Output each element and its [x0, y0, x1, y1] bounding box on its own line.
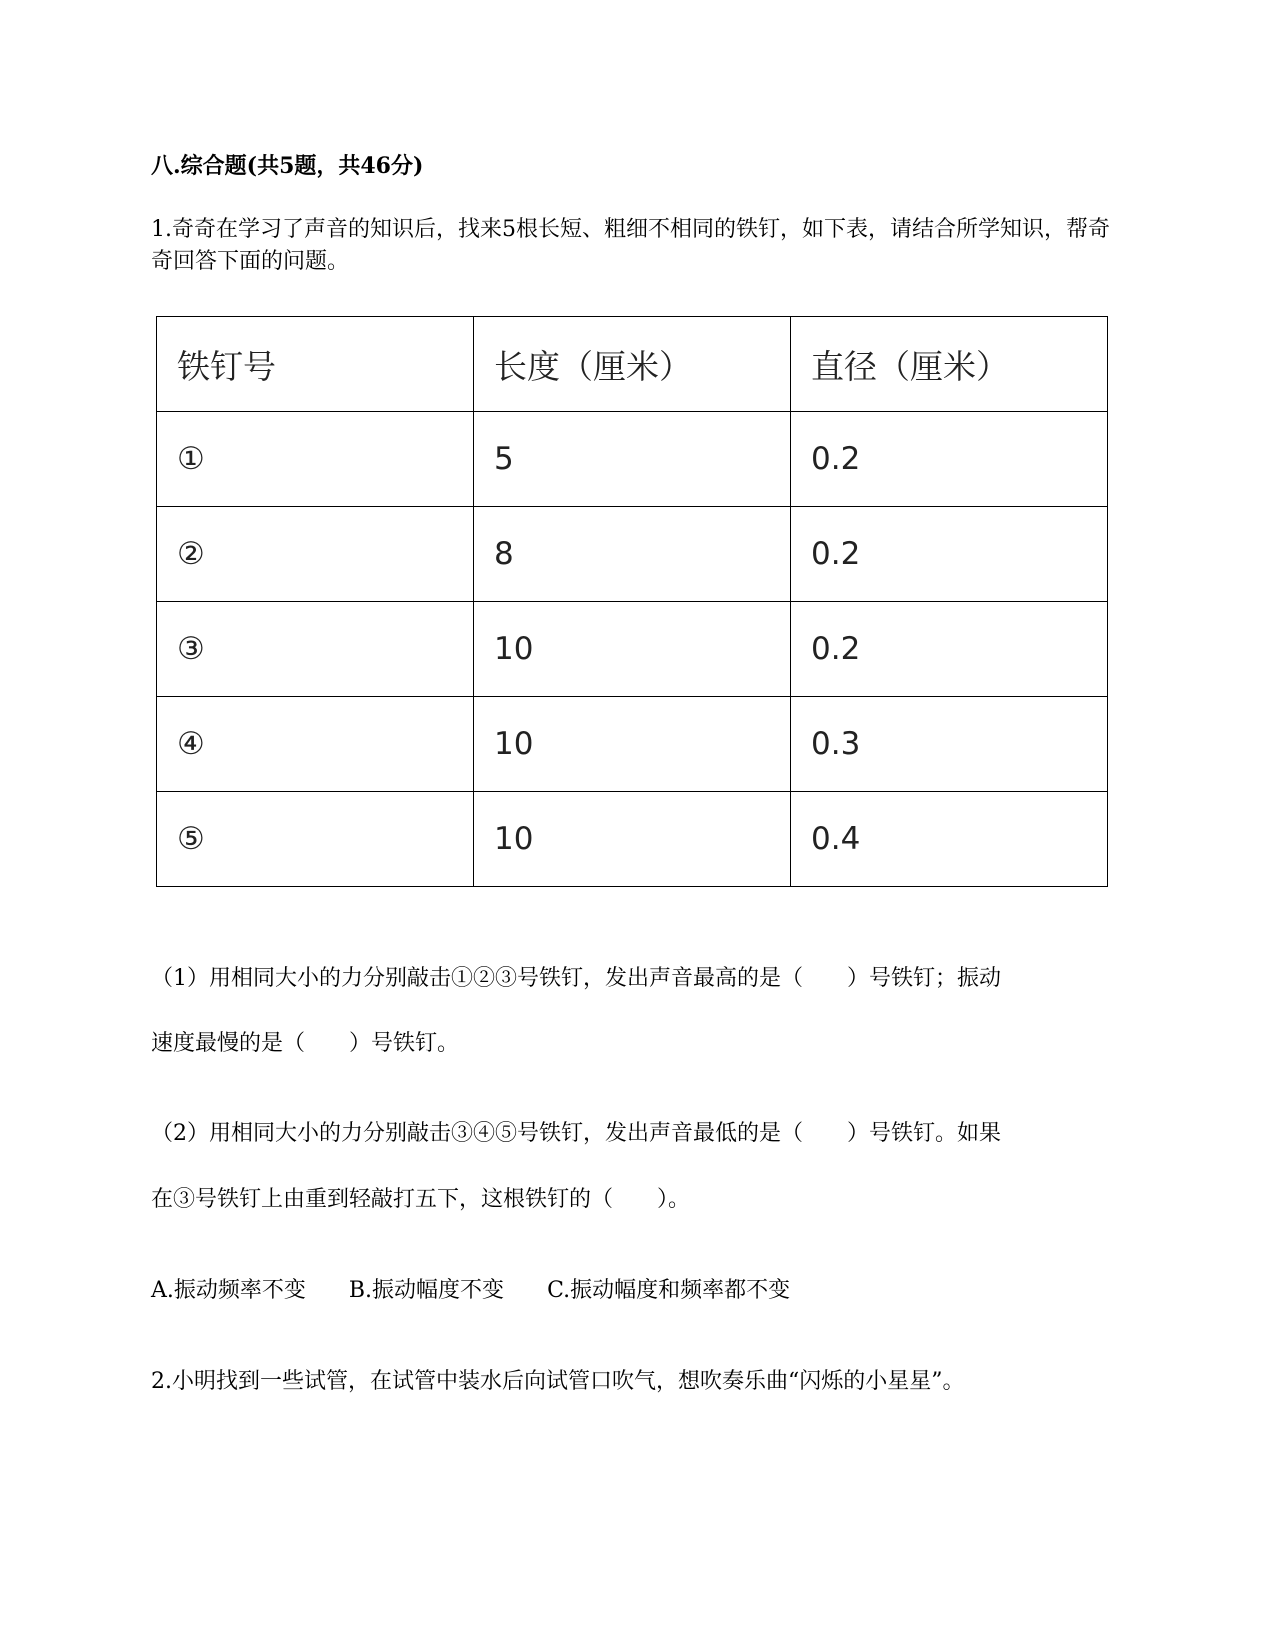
- cell-diameter: 0.4: [791, 792, 1108, 887]
- cell-nail-number: ②: [157, 507, 474, 602]
- option-c: C.振动幅度和频率都不变: [547, 1278, 791, 1303]
- nail-table-container: [156, 316, 1108, 887]
- nail-table: [156, 316, 1108, 887]
- subquestion-2-line-2: 在③号铁钉上由重到轻敲打五下，这根铁钉的（ ）。: [151, 1187, 691, 1212]
- cell-diameter: 0.2: [791, 602, 1108, 697]
- subquestion-2-line-1: （2）用相同大小的力分别敲击③④⑤号铁钉，发出声音最低的是（ ）号铁钉。如果: [151, 1121, 1001, 1146]
- table-header-row: [157, 317, 1108, 412]
- cell-length: 10: [474, 697, 791, 792]
- cell-length: 10: [474, 602, 791, 697]
- section-title: 八.综合题(共5题，共46分): [151, 153, 424, 179]
- cell-diameter: 0.2: [791, 507, 1108, 602]
- table-row: [157, 697, 1108, 792]
- header-length: 长度（厘米）: [474, 317, 791, 412]
- header-nail-number: 铁钉号: [157, 317, 474, 412]
- table-row: [157, 507, 1108, 602]
- table-row: [157, 412, 1108, 507]
- option-a: A.振动频率不变: [151, 1278, 306, 1303]
- subquestion-1-line-2: 速度最慢的是（ ）号铁钉。: [151, 1031, 460, 1056]
- question-2-intro: 2.小明找到一些试管，在试管中装水后向试管口吹气，想吹奏乐曲“闪烁的小星星”。: [151, 1369, 965, 1394]
- cell-nail-number: ③: [157, 602, 474, 697]
- option-b: B.振动幅度不变: [348, 1278, 505, 1303]
- subquestion-1-line-1: （1）用相同大小的力分别敲击①②③号铁钉，发出声音最高的是（ ）号铁钉；振动: [151, 966, 1001, 991]
- cell-diameter: 0.2: [791, 412, 1108, 507]
- cell-nail-number: ①: [157, 412, 474, 507]
- cell-length: 5: [474, 412, 791, 507]
- cell-nail-number: ④: [157, 697, 474, 792]
- cell-length: 8: [474, 507, 791, 602]
- table-row: [157, 602, 1108, 697]
- cell-diameter: 0.3: [791, 697, 1108, 792]
- cell-nail-number: ⑤: [157, 792, 474, 887]
- table-row: [157, 792, 1108, 887]
- answer-options: [151, 1275, 826, 1307]
- cell-length: 10: [474, 792, 791, 887]
- header-diameter: 直径（厘米）: [791, 317, 1108, 412]
- question-1-intro: 1.奇奇在学习了声音的知识后，找来5根长短、粗细不相同的铁钉，如下表，请结合所学知识，帮奇奇回答下面的问题。: [151, 217, 1110, 274]
